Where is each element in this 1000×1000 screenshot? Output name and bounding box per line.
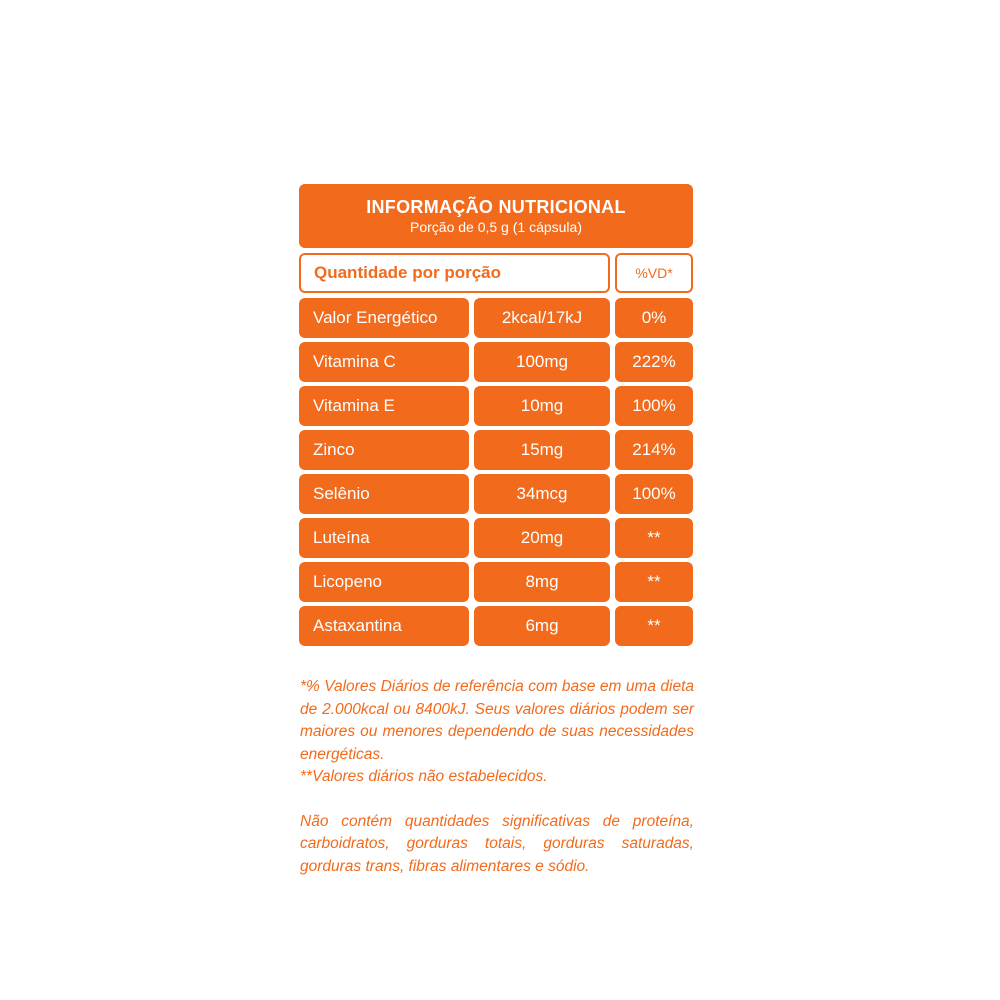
table-row	[299, 430, 693, 470]
nutrient-name: Valor Energético	[299, 298, 469, 338]
nutrient-vd: 214%	[615, 430, 693, 470]
table-row	[299, 606, 693, 646]
vd-not-established-footnote: **Valores diários não estabelecidos.	[300, 768, 548, 785]
nutrient-amount: 2kcal/17kJ	[474, 298, 610, 338]
column-headers	[299, 253, 693, 293]
nutrient-vd: **	[615, 518, 693, 558]
nutrient-vd: **	[615, 606, 693, 646]
nutrient-vd: 100%	[615, 386, 693, 426]
nutrient-amount: 15mg	[474, 430, 610, 470]
nutrient-name: Vitamina C	[299, 342, 469, 382]
nutrition-facts-table	[299, 184, 693, 650]
table-row	[299, 386, 693, 426]
table-header	[299, 184, 693, 248]
table-row	[299, 342, 693, 382]
nutrient-rows	[299, 298, 693, 646]
nutrient-vd: 222%	[615, 342, 693, 382]
table-row	[299, 474, 693, 514]
nutrient-amount: 20mg	[474, 518, 610, 558]
vd-reference-footnote: *% Valores Diários de referência com base em uma dieta de 2.000kcal ou 8400kJ. Seus valores diários podem ser maiores ou menores dependendo de suas necessidades energéticas.	[300, 678, 694, 763]
table-title: INFORMAÇÃO NUTRICIONAL	[366, 197, 626, 217]
nutrient-vd: 100%	[615, 474, 693, 514]
nutrient-amount: 100mg	[474, 342, 610, 382]
nutrient-name: Zinco	[299, 430, 469, 470]
nutrient-name: Luteína	[299, 518, 469, 558]
footnotes	[300, 676, 694, 878]
nutrient-name: Vitamina E	[299, 386, 469, 426]
nutrient-amount: 8mg	[474, 562, 610, 602]
nutrient-amount: 6mg	[474, 606, 610, 646]
table-row	[299, 562, 693, 602]
nutrient-amount: 10mg	[474, 386, 610, 426]
nutrient-name: Licopeno	[299, 562, 469, 602]
nutrient-name: Selênio	[299, 474, 469, 514]
vd-column-header: %VD*	[615, 253, 693, 293]
serving-size: Porção de 0,5 g (1 cápsula)	[410, 219, 582, 235]
nutrient-vd: **	[615, 562, 693, 602]
nutrient-name: Astaxantina	[299, 606, 469, 646]
nutrient-amount: 34mcg	[474, 474, 610, 514]
table-row	[299, 298, 693, 338]
non-significant-disclaimer: Não contém quantidades significativas de proteína, carboidratos, gorduras totais, gorduras saturadas, gorduras trans, fibras alimentares e sódio.	[300, 812, 694, 875]
quantity-column-header: Quantidade por porção	[299, 253, 610, 293]
nutrient-vd: 0%	[615, 298, 693, 338]
table-row	[299, 518, 693, 558]
